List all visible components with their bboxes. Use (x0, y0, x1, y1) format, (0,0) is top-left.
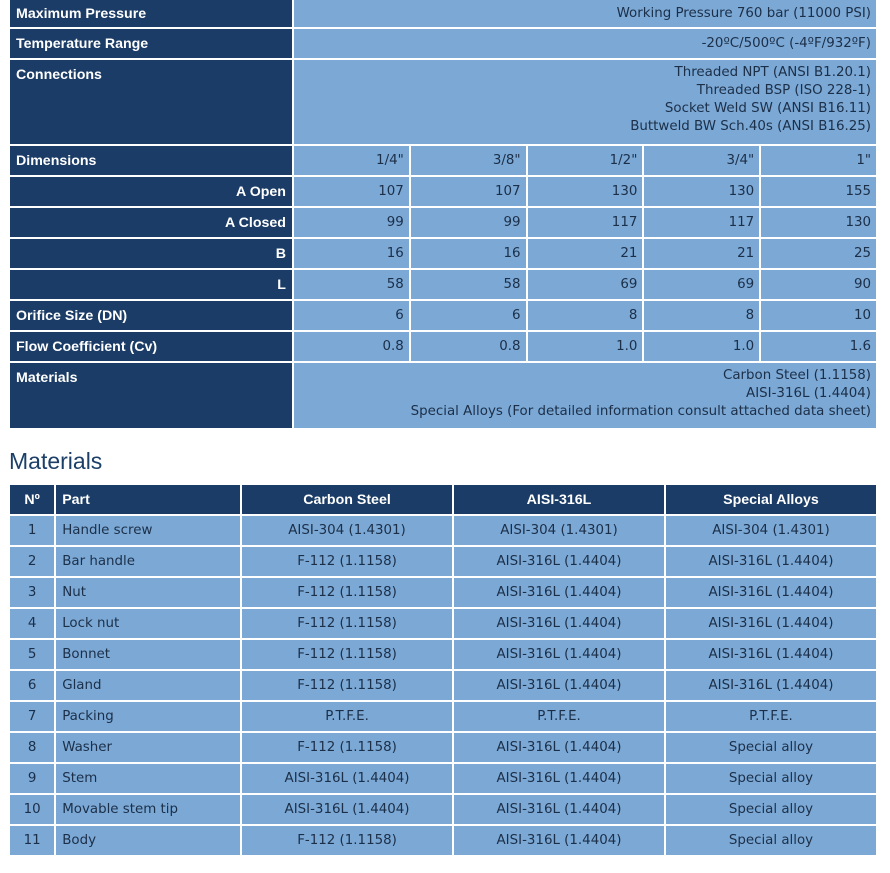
connection-buttweld: Buttweld BW Sch.40s (ANSI B16.25) (630, 119, 871, 134)
dimension-value: 107 (294, 177, 409, 206)
connection-socket-weld: Socket Weld SW (ANSI B16.11) (664, 101, 871, 116)
special-alloys-material: Special alloy (666, 795, 876, 824)
special-alloys-material: Special alloy (666, 733, 876, 762)
special-alloys-material: AISI-316L (1.4404) (666, 671, 876, 700)
header-aisi-316l: AISI-316L (454, 485, 664, 514)
part-name: Packing (56, 702, 240, 731)
spec-row-max-pressure (10, 0, 876, 27)
special-alloys-material: P.T.F.E. (666, 702, 876, 731)
special-alloys-material: AISI-304 (1.4301) (666, 516, 876, 545)
carbon-steel-material: F-112 (1.1158) (242, 547, 452, 576)
size-header: 3/8" (411, 146, 526, 175)
orifice-value: 8 (644, 301, 759, 330)
header-special-alloys: Special Alloys (666, 485, 876, 514)
header-carbon-steel: Carbon Steel (242, 485, 452, 514)
spec-row-orifice (10, 301, 876, 330)
special-alloys-material: AISI-316L (1.4404) (666, 578, 876, 607)
part-name: Body (56, 826, 240, 855)
carbon-steel-material: AISI-316L (1.4404) (242, 795, 452, 824)
specifications-table (8, 0, 878, 430)
aisi-316l-material: AISI-316L (1.4404) (454, 547, 664, 576)
special-alloys-material: AISI-316L (1.4404) (666, 609, 876, 638)
size-header: 1/2" (528, 146, 643, 175)
part-number: 10 (10, 795, 54, 824)
aisi-316l-material: AISI-316L (1.4404) (454, 764, 664, 793)
dimension-row-l (10, 270, 876, 299)
dimension-value: 25 (761, 239, 876, 268)
connection-npt: Threaded NPT (ANSI B1.20.1) (674, 65, 871, 80)
spec-row-temperature (10, 29, 876, 58)
orifice-value: 10 (761, 301, 876, 330)
spec-label-flow: Flow Coefficient (Cv) (10, 332, 292, 361)
dimension-value: 69 (528, 270, 643, 299)
aisi-316l-material: AISI-304 (1.4301) (454, 516, 664, 545)
dimension-label: A Closed (10, 208, 292, 237)
header-part: Part (56, 485, 240, 514)
aisi-316l-material: AISI-316L (1.4404) (454, 733, 664, 762)
table-row (10, 578, 876, 607)
carbon-steel-material: F-112 (1.1158) (242, 640, 452, 669)
dimension-value: 90 (761, 270, 876, 299)
spec-row-connections (10, 60, 876, 144)
part-name: Washer (56, 733, 240, 762)
part-name: Nut (56, 578, 240, 607)
table-row (10, 795, 876, 824)
part-name: Stem (56, 764, 240, 793)
aisi-316l-material: AISI-316L (1.4404) (454, 609, 664, 638)
flow-value: 1.0 (644, 332, 759, 361)
dimension-label: A Open (10, 177, 292, 206)
flow-value: 0.8 (294, 332, 409, 361)
part-number: 7 (10, 702, 54, 731)
dimension-value: 155 (761, 177, 876, 206)
dimension-value: 21 (528, 239, 643, 268)
dimension-value: 130 (644, 177, 759, 206)
flow-value: 0.8 (411, 332, 526, 361)
dimension-value: 99 (294, 208, 409, 237)
connection-bsp: Threaded BSP (ISO 228-1) (696, 83, 871, 98)
dimension-value: 16 (294, 239, 409, 268)
orifice-value: 8 (528, 301, 643, 330)
carbon-steel-material: AISI-304 (1.4301) (242, 516, 452, 545)
special-alloys-material: Special alloy (666, 826, 876, 855)
spec-value-temperature: -20ºC/500ºC (-4ºF/932ºF) (294, 29, 876, 58)
part-number: 9 (10, 764, 54, 793)
carbon-steel-material: P.T.F.E. (242, 702, 452, 731)
part-name: Gland (56, 671, 240, 700)
spec-value-materials (294, 363, 876, 428)
materials-table (8, 483, 878, 857)
spec-label-temperature: Temperature Range (10, 29, 292, 58)
part-number: 11 (10, 826, 54, 855)
flow-value: 1.0 (528, 332, 643, 361)
table-row (10, 671, 876, 700)
aisi-316l-material: AISI-316L (1.4404) (454, 671, 664, 700)
dimension-value: 117 (528, 208, 643, 237)
part-number: 4 (10, 609, 54, 638)
spec-row-flow (10, 332, 876, 361)
part-number: 2 (10, 547, 54, 576)
material-aisi-316l: AISI-316L (1.4404) (746, 386, 871, 401)
aisi-316l-material: P.T.F.E. (454, 702, 664, 731)
dimension-row-a-closed (10, 208, 876, 237)
part-number: 6 (10, 671, 54, 700)
carbon-steel-material: F-112 (1.1158) (242, 733, 452, 762)
spec-row-dimensions (10, 146, 876, 175)
aisi-316l-material: AISI-316L (1.4404) (454, 578, 664, 607)
dimension-row-a-open (10, 177, 876, 206)
dimension-value: 58 (411, 270, 526, 299)
material-carbon-steel: Carbon Steel (1.1158) (722, 368, 871, 383)
dimension-label: B (10, 239, 292, 268)
size-header: 1/4" (294, 146, 409, 175)
table-row (10, 516, 876, 545)
spec-label-dimensions: Dimensions (10, 146, 292, 175)
part-name: Movable stem tip (56, 795, 240, 824)
dimension-value: 130 (761, 208, 876, 237)
spec-label-materials: Materials (10, 363, 292, 428)
table-row (10, 826, 876, 855)
part-name: Lock nut (56, 609, 240, 638)
flow-value: 1.6 (761, 332, 876, 361)
dimension-label: L (10, 270, 292, 299)
part-name: Bonnet (56, 640, 240, 669)
dimension-value: 117 (644, 208, 759, 237)
size-header: 1" (761, 146, 876, 175)
part-name: Bar handle (56, 547, 240, 576)
part-number: 3 (10, 578, 54, 607)
table-row (10, 764, 876, 793)
part-number: 8 (10, 733, 54, 762)
spec-value-max-pressure: Working Pressure 760 bar (11000 PSI) (294, 0, 876, 27)
carbon-steel-material: F-112 (1.1158) (242, 578, 452, 607)
special-alloys-material: AISI-316L (1.4404) (666, 547, 876, 576)
dimension-value: 130 (528, 177, 643, 206)
part-number: 5 (10, 640, 54, 669)
orifice-value: 6 (411, 301, 526, 330)
spec-label-orifice: Orifice Size (DN) (10, 301, 292, 330)
spec-label-max-pressure: Maximum Pressure (10, 0, 292, 27)
table-row (10, 702, 876, 731)
part-name: Handle screw (56, 516, 240, 545)
table-row (10, 609, 876, 638)
orifice-value: 6 (294, 301, 409, 330)
spec-value-connections (294, 60, 876, 144)
carbon-steel-material: F-112 (1.1158) (242, 826, 452, 855)
spec-label-connections: Connections (10, 60, 292, 144)
dimension-value: 16 (411, 239, 526, 268)
table-row (10, 640, 876, 669)
materials-header-row (10, 485, 876, 514)
carbon-steel-material: F-112 (1.1158) (242, 609, 452, 638)
dimension-value: 58 (294, 270, 409, 299)
dimension-value: 99 (411, 208, 526, 237)
size-header: 3/4" (644, 146, 759, 175)
header-number: Nº (10, 485, 54, 514)
aisi-316l-material: AISI-316L (1.4404) (454, 795, 664, 824)
material-special-alloys: Special Alloys (For detailed information consult attached data sheet) (410, 404, 871, 419)
materials-section-title: Materials (9, 448, 103, 474)
dimension-value: 21 (644, 239, 759, 268)
carbon-steel-material: AISI-316L (1.4404) (242, 764, 452, 793)
aisi-316l-material: AISI-316L (1.4404) (454, 826, 664, 855)
dimension-row-b (10, 239, 876, 268)
dimension-value: 69 (644, 270, 759, 299)
aisi-316l-material: AISI-316L (1.4404) (454, 640, 664, 669)
spec-row-materials (10, 363, 876, 428)
dimension-value: 107 (411, 177, 526, 206)
special-alloys-material: Special alloy (666, 764, 876, 793)
special-alloys-material: AISI-316L (1.4404) (666, 640, 876, 669)
table-row (10, 733, 876, 762)
table-row (10, 547, 876, 576)
carbon-steel-material: F-112 (1.1158) (242, 671, 452, 700)
part-number: 1 (10, 516, 54, 545)
